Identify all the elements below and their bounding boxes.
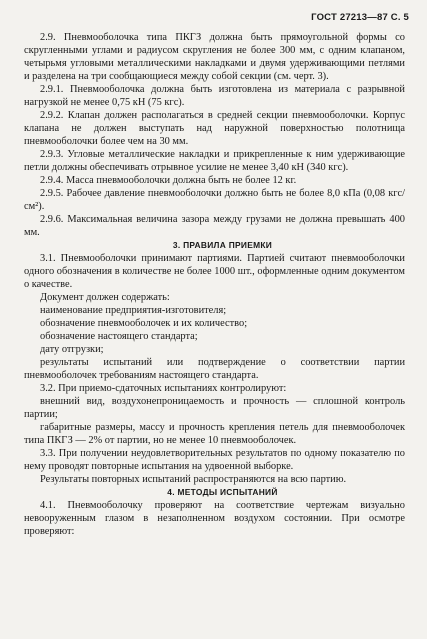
list-item: обозначение настоящего стандарта;: [40, 331, 198, 342]
paragraph-2-9: 2.9. Пневмооболочка типа ПКГЗ должна быть прямоугольной формы со скругленными углами и радиусом скругления не более 300 мм, с одним клапаном, четырьмя угловыми металлическими накладками и двумя удерживающими петлями и разделена на три сообщающиеся между собой секции (см. черт. 3).: [24, 32, 405, 82]
list-item: наименование предприятия-изготовителя;: [40, 305, 227, 316]
list-item: обозначение пневмооболочек и их количество;: [40, 318, 248, 329]
paragraph-2-9-2: 2.9.2. Клапан должен располагаться в средней секции пневмооболочки. Корпус клапана не должен выступать над наружной поверхностью полотнища пневмооболочки более чем на 30 мм.: [24, 110, 405, 147]
list-item: дату отгрузки;: [40, 344, 104, 355]
paragraph-3-1: 3.1. Пневмооболочки принимают партиями. Партией считают пневмооболочки одного обозначения в количестве не более 1000 шт., оформленные одним документом о качестве.: [24, 253, 405, 290]
list-item: результаты испытаний или подтверждение о соответствии партии пневмооболочек требованиям настоящего стандарта.: [24, 357, 405, 381]
document-intro: Документ должен содержать:: [40, 292, 170, 303]
paragraph-2-9-3: 2.9.3. Угловые металлические накладки и прикрепленные к ним удерживающие петли должны обеспечивать отрывное усилие не менее 3,40 кН (340 кгс).: [24, 149, 405, 173]
paragraph-2-9-1: 2.9.1. Пневмооболочка должна быть изготовлена из материала с разрывной нагрузкой не менее 0,75 кН (75 кгс).: [24, 84, 405, 108]
paragraph-2-9-5: 2.9.5. Рабочее давление пневмооболочки должно быть не более 8,0 кПа (0,08 кгс/см²).: [24, 188, 405, 212]
paragraph-4-1: 4.1. Пневмооболочку проверяют на соответствие чертежам визуально невооруженным глазом в незаполненном воздухом состоянии. При осмотре проверяют:: [24, 500, 405, 537]
section-4-heading: 4. МЕТОДЫ ИСПЫТАНИЙ: [167, 487, 278, 497]
page-header: ГОСТ 27213—87 С. 5: [311, 12, 409, 23]
paragraph-2-9-6: 2.9.6. Максимальная величина зазора между грузами не должна превышать 400 мм.: [24, 214, 405, 238]
paragraph-3-3-b: Результаты повторных испытаний распространяются на всю партию.: [40, 474, 347, 485]
paragraph-3-2-b: габаритные размеры, массу и прочность крепления петель для пневмооболочек типа ПКГЗ — 2% от партии, но не менее 10 пневмооболочек.: [24, 422, 405, 446]
document-body: [24, 31, 405, 538]
paragraph-3-2-a: внешний вид, воздухонепроницаемость и прочность — сплошной контроль партии;: [24, 396, 405, 420]
paragraph-3-3: 3.3. При получении неудовлетворительных результатов по одному показателю по нему проводят повторные испытания на удвоенной выборке.: [24, 448, 405, 472]
section-3-heading: 3. ПРАВИЛА ПРИЕМКИ: [172, 240, 273, 250]
paragraph-2-9-4: 2.9.4. Масса пневмооболочки должна быть не более 12 кг.: [40, 175, 297, 186]
paragraph-3-2: 3.2. При приемо-сдаточных испытаниях контролируют:: [40, 383, 287, 394]
